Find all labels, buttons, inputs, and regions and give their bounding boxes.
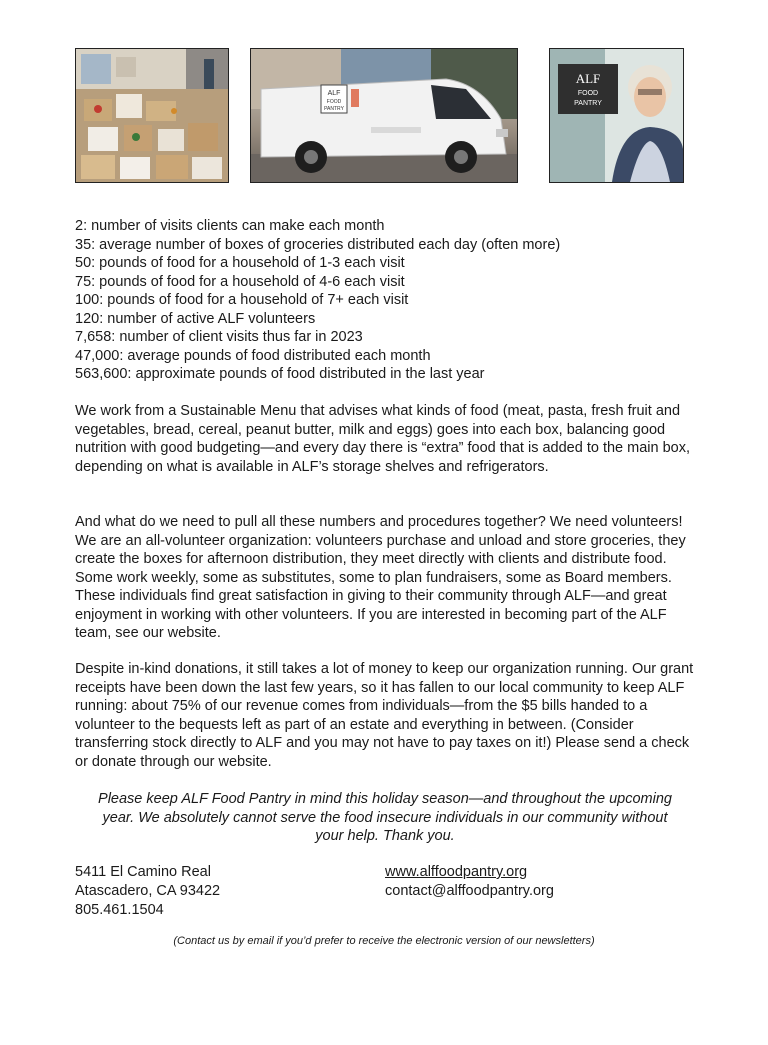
online-contact	[385, 863, 554, 901]
newsletter-footnote: (Contact us by email if you’d prefer to receive the electronic version of our newsletters)	[173, 935, 595, 947]
van-logo-line2: FOOD	[326, 99, 342, 105]
address-line2: Atascadero, CA 93422	[75, 883, 221, 899]
email-address: contact@alffoodpantry.org	[385, 883, 554, 899]
sign-line3: PANTRY	[574, 100, 602, 107]
stat-item: 50: pounds of food for a household of 1-3 each visit	[75, 255, 405, 271]
volunteers-paragraph: And what do we need to pull all these numbers and procedures together? We need volunteers! We are an all-volunteer organization: volunteers purchase and unload and store groceries, they create the boxes for afternoon distribution, they meet directly with clients and distribute food. Some work weekly, some as substitutes, some to plan fundraisers, some as Board members. These individuals find great satisfaction in giving to their community through ALF—and great enjoyment in working with other volunteers. If you are interested in becoming part of the ALF team, see our website.	[75, 514, 686, 641]
stat-item: 120: number of active ALF volunteers	[75, 310, 316, 327]
van-logo-line3: PANTRY	[324, 106, 344, 112]
phone-number: 805.461.1504	[75, 902, 164, 918]
van-logo-line1: ALF	[327, 90, 341, 97]
food-boxes-photo-art	[76, 49, 228, 182]
menu-paragraph: We work from a Sustainable Menu that advises what kinds of food (meat, pasta, fresh fruit and vegetables, bread, cereal, peanut butter, milk and eggs) goes into each box, balancing good nutrition with good budgeting—and every day there is “extra” food that is added to the main box, depending on what is available in ALF’s storage shelves and refrigerators.	[75, 403, 691, 475]
closing-message: Please keep ALF Food Pantry in mind this holiday season—and throughout the upcoming year. We absolutely cannot serve the food insecure individuals in our community without your help. Thank you.	[98, 791, 672, 844]
stats-list	[75, 217, 715, 384]
van-photo	[250, 48, 518, 183]
stat-item: 2: number of visits clients can make each month	[75, 218, 385, 234]
sign-line1: ALF	[575, 71, 601, 86]
stat-item: 7,658: number of client visits thus far in 2023	[75, 329, 363, 345]
stat-item: 75: pounds of food for a household of 4-6 each visit	[75, 273, 405, 290]
volunteer-photo	[549, 48, 684, 183]
stat-item: 100: pounds of food for a household of 7+ each visit	[75, 292, 409, 308]
address-line1: 5411 El Camino Real	[75, 864, 211, 880]
mailing-address	[75, 863, 220, 920]
van-photo-art	[251, 49, 517, 182]
sign-line2: FOOD	[577, 90, 599, 97]
food-boxes-photo	[75, 48, 229, 183]
volunteer-photo-art	[550, 49, 683, 182]
donations-paragraph: Despite in-kind donations, it still takes a lot of money to keep our organization running. Our grant receipts have been down the last few years, so it has fallen to our local community to keep ALF running: about 75% of our revenue comes from individuals—from the $5 bills handed to a volunteer to the bequests left as part of an estate and everything in between. (Consider transferring stock directly to ALF and you may not have to pay taxes on it!) Please send a check or donate through our website.	[75, 661, 694, 770]
stat-item: 35: average number of boxes of groceries distributed each day (often more)	[75, 236, 561, 253]
stat-item: 47,000: average pounds of food distributed each month	[75, 347, 431, 364]
stat-item: 563,600: approximate pounds of food distributed in the last year	[75, 366, 485, 382]
website-link[interactable]: www.alffoodpantry.org	[385, 864, 528, 880]
